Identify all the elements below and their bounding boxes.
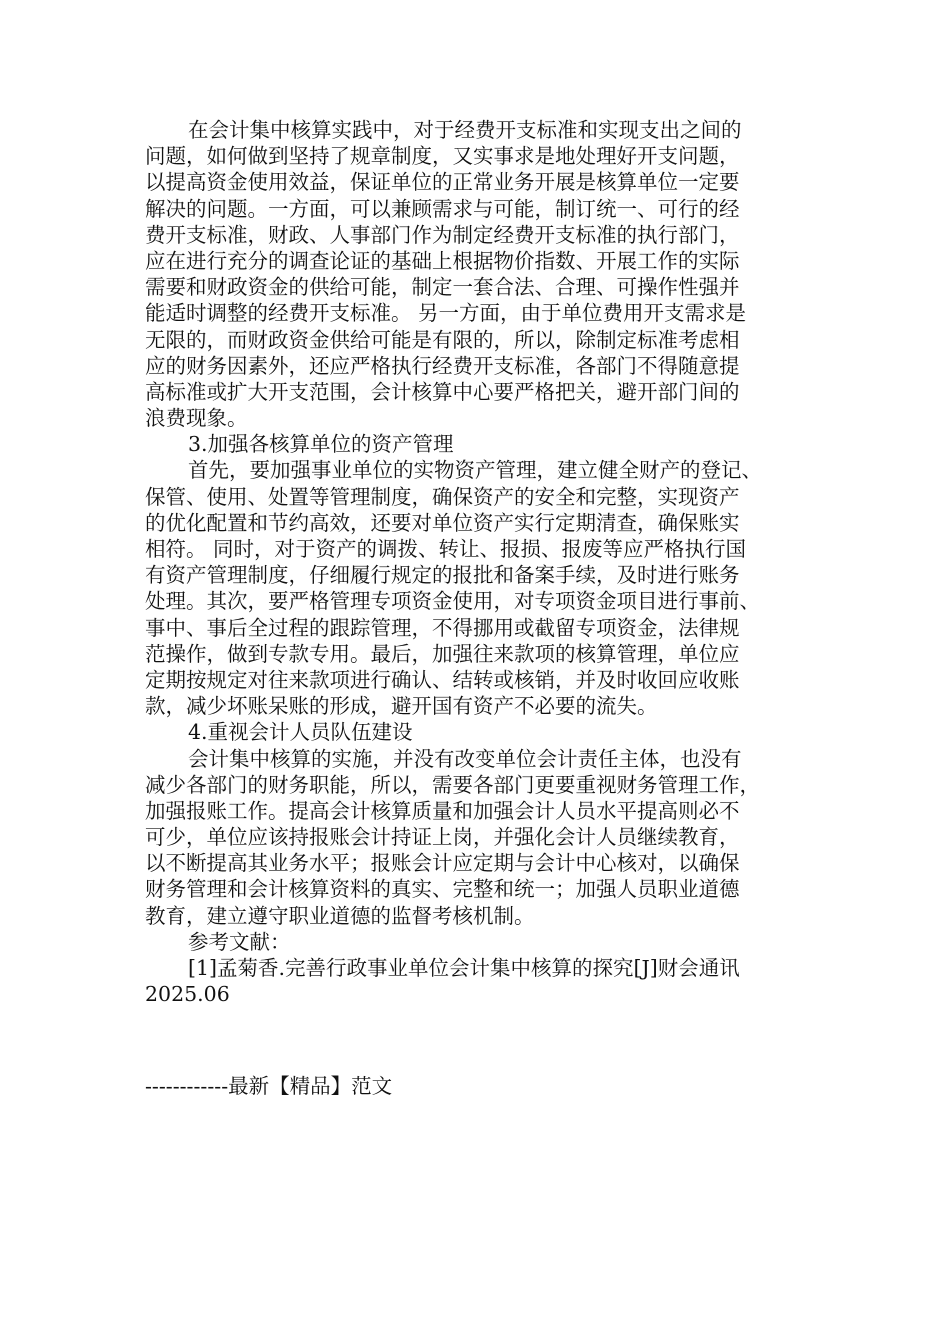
document-body	[145, 117, 810, 1099]
text-line: 能适时调整的经费开支标准。 另一方面，由于单位费用开支需求是	[145, 301, 747, 326]
footer-text: ------------最新【精品】范文	[145, 1074, 393, 1099]
section-heading-3: 3.加强各核算单位的资产管理	[188, 432, 454, 457]
paragraph-1	[145, 117, 810, 431]
text-line: 问题，如何做到坚持了规章制度，又实事求是地处理好开支问题，	[145, 144, 740, 169]
text-line: 费开支标准，财政、人事部门作为制定经费开支标准的执行部门，	[145, 222, 740, 247]
paragraph-2	[145, 457, 810, 719]
text-line: 2025.06	[145, 982, 230, 1007]
text-line: 以不断提高其业务水平；报账会计应定期与会计中心核对，以确保	[145, 851, 740, 876]
section-heading-4: 4.重视会计人员队伍建设	[188, 720, 413, 745]
paragraph-3	[145, 746, 810, 929]
text-line: 首先，要加强事业单位的实物资产管理，建立健全财产的登记、	[188, 458, 762, 483]
text-line: 范操作，做到专款专用。最后，加强往来款项的核算管理，单位应	[145, 641, 740, 666]
text-line: 教育，建立遵守职业道德的监督考核机制。	[145, 903, 535, 928]
text-line: 应在进行充分的调查论证的基础上根据物价指数、开展工作的实际	[145, 248, 740, 273]
text-line: 无限的，而财政资金供给可能是有限的，所以，除制定标准考虑相	[145, 327, 740, 352]
text-line: 的优化配置和节约高效，还要对单位资产实行定期清查，确保账实	[145, 510, 740, 535]
text-line: 以提高资金使用效益，保证单位的正常业务开展是核算单位一定要	[145, 170, 740, 195]
text-line: 财务管理和会计核算资料的真实、完整和统一；加强人员职业道德	[145, 877, 740, 902]
text-line: 处理。其次，要严格管理专项资金使用，对专项资金项目进行事前、	[145, 589, 760, 614]
text-line: 需要和财政资金的供给可能，制定一套合法、合理、可操作性强并	[145, 275, 740, 300]
text-line: 在会计集中核算实践中，对于经费开支标准和实现支出之间的	[188, 118, 742, 142]
text-line: 事中、事后全过程的跟踪管理，不得挪用或截留专项资金，法律规	[145, 615, 740, 640]
text-line: 解决的问题。一方面，可以兼顾需求与可能，制订统一、可行的经	[145, 196, 740, 221]
text-line: 应的财务因素外，还应严格执行经费开支标准，各部门不得随意提	[145, 353, 740, 378]
spacer	[145, 1007, 810, 1073]
text-line: 高标准或扩大开支范围，会计核算中心要严格把关，避开部门间的	[145, 379, 740, 404]
text-line: 款，减少坏账呆账的形成，避开国有资产不必要的流失。	[145, 694, 658, 719]
text-line: 浪费现象。	[145, 406, 248, 431]
text-line: 可少，单位应该持报账会计持证上岗，并强化会计人员继续教育，	[145, 825, 740, 850]
reference-item-1	[145, 955, 810, 1007]
text-line: 保管、使用、处置等管理制度，确保资产的安全和完整，实现资产	[145, 484, 740, 509]
text-line: 会计集中核算的实施，并没有改变单位会计责任主体，也没有	[188, 746, 742, 771]
references-heading: 参考文献：	[188, 929, 291, 954]
text-line: 相符。 同时，对于资产的调拨、转让、报损、报废等应严格执行国	[145, 537, 747, 561]
text-line: [1]孟菊香.完善行政事业单位会计集中核算的探究[J]财会通讯	[188, 956, 740, 980]
text-line: 有资产管理制度，仔细履行规定的报批和备案手续，及时进行账务	[145, 563, 740, 588]
text-line: 定期按规定对往来款项进行确认、结转或核销，并及时收回应收账	[145, 667, 740, 692]
text-line: 减少各部门的财务职能，所以，需要各部门更要重视财务管理工作，	[145, 772, 760, 797]
text-line: 加强报账工作。提高会计核算质量和加强会计人员水平提高则必不	[145, 798, 740, 823]
